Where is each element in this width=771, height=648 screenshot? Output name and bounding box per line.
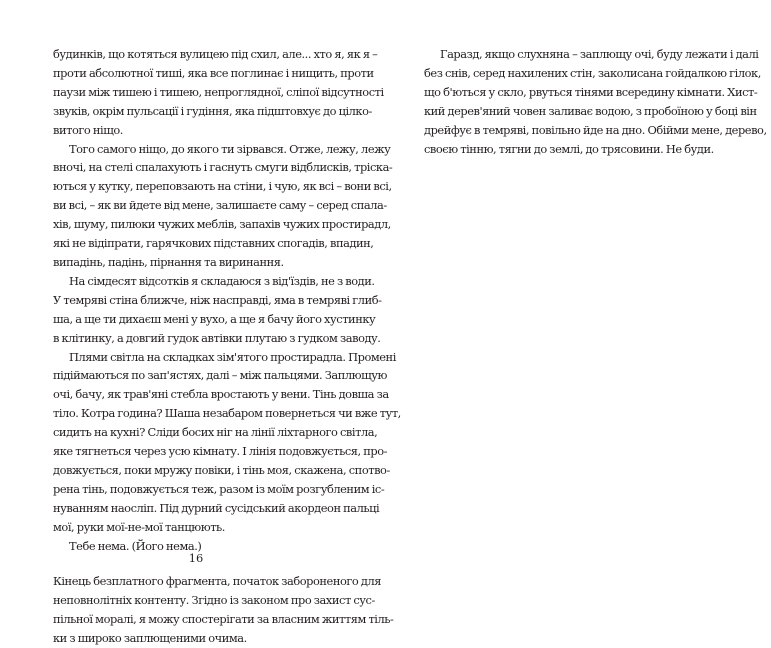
page-number: 16 xyxy=(188,551,204,565)
text-line: рена тінь, подовжується теж, разом із моїм розгубленим іс- xyxy=(53,481,385,496)
text-line: Гаразд, якщо слухняна – заплющу очі, буду лежати і далі xyxy=(440,47,759,61)
text-line: кий дерев'яний човен заливає водою, з пробоїною у боці він xyxy=(424,103,757,118)
text-line: витого ніщо. xyxy=(53,122,123,137)
text-line: випадінь, падінь, пірнання та виринання. xyxy=(53,254,284,269)
right-page xyxy=(424,45,767,158)
notice-line: неповнолітніх контенту. Згідно із законом про захист сус- xyxy=(53,593,375,608)
text-line: очі, бачу, як трав'яні стебла вростають у вени. Тінь довша за xyxy=(53,387,389,402)
text-line: підіймаються по зап'ястях, далі – між пальцями. Заплющую xyxy=(53,368,387,383)
closing-notice xyxy=(53,572,394,648)
notice-line: ки з широко заплющеними очима. xyxy=(53,631,247,646)
text-line: ша, а ще ти дихаєш мені у вухо, а ще я бачу його хустинку xyxy=(53,311,376,326)
text-line: довжується, поки мружу повіки, і тінь моя, скажена, спотво- xyxy=(53,462,390,477)
text-line: хів, шуму, пилюки чужих меблів, запахів чужих простирадл, xyxy=(53,217,391,232)
text-line: мої, руки мої-не-мої танцюють. xyxy=(53,519,225,534)
paragraph xyxy=(53,272,382,348)
text-line: На сімдесят відсотків я складаюся з від'їздів, не з води. xyxy=(69,273,375,288)
text-line: які не відіпрати, гарячкових підставних спогадів, впадин, xyxy=(53,236,374,251)
paragraph xyxy=(53,45,384,140)
notice-line: Кінець безплатного фрагмента, початок забороненого для xyxy=(53,574,381,589)
text-line: в клітинку, а довгий гудок автівки плутаю з гудком заводу. xyxy=(53,330,381,345)
text-line: звуків, окрім пульсації і гудіння, яка підштовхує до цілко- xyxy=(53,103,372,118)
text-line: У темряві стіна ближче, ніж насправді, яма в темряві глиб- xyxy=(53,292,382,307)
text-line: що б'ються у скло, рвуться тінями всередину кімнати. Хист- xyxy=(424,84,758,99)
text-line: ються у кутку, переповзають на стіни, і чую, як всі – вони всі, xyxy=(53,179,392,194)
text-line: будинків, що котяться вулицею під схил, але... хто я, як я – xyxy=(53,47,378,61)
text-line: нуванням наосліп. Під дурний сусідський акордеон пальці xyxy=(53,500,380,515)
text-line: дрейфує в темряві, повільно йде на дно. Обійми мене, дерево, xyxy=(424,122,767,137)
text-line: паузи між тишею і тишею, непроглядної, сліпої відсутності xyxy=(53,84,384,99)
text-line: ви всі, – як ви йдете від мене, залишаєте саму – серед спала- xyxy=(53,198,387,213)
notice-line: пільної моралі, я можу спостерігати за власним життям тіль- xyxy=(53,612,394,627)
text-line: яке тягнеться через усю кімнату. І лінія подовжується, про- xyxy=(53,444,388,459)
text-line: Плями світла на складках зім'ятого простирадла. Промені xyxy=(69,349,396,364)
text-line: сидить на кухні? Сліди босих ніг на лінії ліхтарного світла, xyxy=(53,425,378,440)
paragraph xyxy=(53,140,393,272)
text-line: проти абсолютної тиші, яка все поглинає і нищить, проти xyxy=(53,65,374,80)
text-line: Того самого ніщо, до якого ти зірвався. Отже, лежу, лежу xyxy=(69,141,391,156)
text-line: своєю тінню, тягни до землі, до трясовини. Не буди. xyxy=(424,141,714,156)
text-line: Тебе нема. (Його нема.) xyxy=(69,538,202,553)
text-line: тіло. Котра година? Шаша незабаром повернеться чи вже тут, xyxy=(53,406,401,421)
text-line: без снів, серед нахилених стін, заколисана гойдалкою гілок, xyxy=(424,65,761,80)
text-line: вночі, на стелі спалахують і гаснуть смуги відблисків, тріска- xyxy=(53,160,393,175)
paragraph xyxy=(53,348,401,537)
paragraph xyxy=(424,45,767,158)
